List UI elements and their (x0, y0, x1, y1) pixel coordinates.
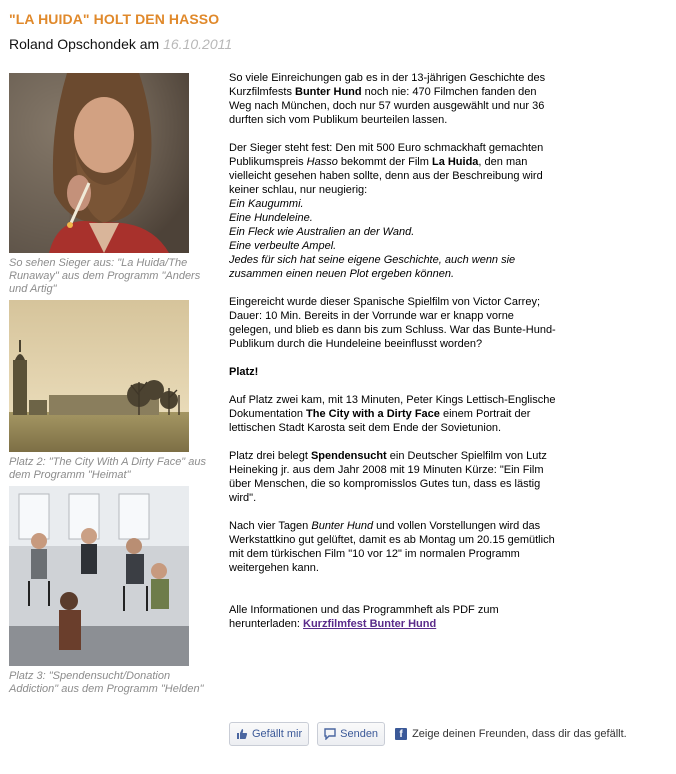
p5-text-b: einem Portrait der lettischen Stadt Karosta seit dem Ende der Sovietunion. (229, 408, 531, 434)
p1-text-c: noch nie: 470 Filmchen fanden den Weg nach München, doch nur 57 wurden ausgewählt und nur 36 durften sich vom Publikum beurteilen lassen. (229, 86, 545, 126)
platz-heading: Platz! (229, 366, 259, 378)
p2-line-3: Ein Fleck wie Australien an der Wand. (229, 226, 415, 238)
paragraph-4 (229, 365, 559, 379)
thumbs-up-icon (236, 728, 248, 740)
third-film-name: Spendensucht (310, 450, 387, 462)
p7-text-a: Nach vier Tagen (229, 520, 312, 532)
article-body (229, 71, 559, 645)
caption-image-3: Platz 3: "Spendensucht/Donation Addiction" aus dem Programm "Helden" (9, 670, 204, 695)
image-column (9, 73, 209, 696)
p7-festival-name: Bunter Hund (311, 520, 374, 532)
p2-line-1: Ein Kaugummi. (229, 198, 304, 210)
p8-text-a: Alle Informationen und das Programmheft als PDF zum herunterladen: (229, 604, 499, 630)
send-label: Senden (340, 728, 379, 740)
facebook-icon: f (395, 728, 407, 740)
paragraph-2 (229, 141, 559, 281)
p7-text-b: und vollen Vorstellungen wird das Werkstattkino gut gelüftet, damit es ab Montag um 20.15 gemütlich mit dem türkischen Film "10 vor 12" im normalen Programm weitergehen kann. (229, 520, 555, 574)
author-name: Roland Opschondek (9, 36, 136, 52)
publish-date: 16.10.2011 (163, 36, 233, 52)
festival-name: Bunter Hund (295, 86, 362, 98)
paragraph-7 (229, 519, 559, 575)
article-title: "LA HUIDA" HOLT DEN HASSO (9, 11, 220, 27)
like-button[interactable] (229, 722, 309, 746)
send-button[interactable] (317, 722, 385, 746)
p2-text-a: Der Sieger steht fest: Den mit 500 Euro schmackhaft gemachten Publikumspreis (229, 142, 544, 168)
share-text: Zeige deinen Freunden, dass dir das gefällt. (412, 728, 627, 740)
paragraph-1 (229, 71, 559, 127)
caption-image-2: Platz 2: "The City With A Dirty Face" aus dem Programm "Heimat" (9, 456, 207, 481)
p2-line-2: Eine Hundeleine. (229, 212, 313, 224)
social-actions (229, 722, 627, 746)
photo-spendensucht (9, 486, 189, 666)
p6-text-b: ein Deutscher Spielfilm von Lutz Heineking jr. aus dem Jahr 2008 mit 19 Minuten Kürze: "Ein Film über Menschen, die so kompromisslos Gutes tun, dass es lästig wird". (229, 450, 547, 504)
like-label: Gefällt mir (252, 728, 303, 740)
p2-line-4: Eine verbeulte Ampel. (229, 240, 337, 252)
byline (9, 36, 232, 52)
winner-film-name: La Huida (431, 156, 479, 168)
paragraph-6 (229, 449, 559, 505)
share-prompt (395, 728, 627, 740)
byline-am: am (139, 36, 160, 52)
paragraph-5 (229, 393, 559, 435)
p5-text-a: Auf Platz zwei kam, mit 13 Minuten, Peter Kings Lettisch-Englische Dokumentation (229, 394, 556, 420)
p2-line-5: Jedes für sich hat seine eigene Geschichte, auch wenn sie zusammen einen neuen Plot ergeben können. (229, 254, 516, 280)
p2-text-c: , den man vielleicht gesehen haben sollte, denn aus der Beschreibung wird keiner schlau, nur neugierig: (229, 156, 543, 196)
paragraph-3: Eingereicht wurde dieser Spanische Spielfilm von Victor Carrey; Dauer: 10 Min. Bereits in der Vorrunde war er knapp vorne gelegen, und blieb es dann bis zum Schluss. War das Bunte-Hund-Publikum durch die Hundeleine beeinflusst worden? (229, 296, 556, 350)
second-film-name: The City with a Dirty Face (306, 408, 440, 420)
p2-text-b: bekommt der Film (337, 156, 432, 168)
photo-city-dirty-face (9, 300, 189, 452)
paragraph-8 (229, 603, 559, 631)
speech-bubble-icon (324, 728, 336, 740)
caption-image-1: So sehen Sieger aus: "La Huida/The Runaway" aus dem Programm "Anders und Artig" (9, 257, 201, 295)
award-name: Hasso (306, 156, 338, 168)
festival-link[interactable]: Kurzfilmfest Bunter Hund (303, 618, 437, 630)
p6-text-a: Platz drei belegt (229, 450, 311, 462)
photo-la-huida (9, 73, 189, 253)
p1-text-a: So viele Einreichungen gab es in der 13-jährigen Geschichte des Kurzfilmfests (229, 72, 546, 98)
